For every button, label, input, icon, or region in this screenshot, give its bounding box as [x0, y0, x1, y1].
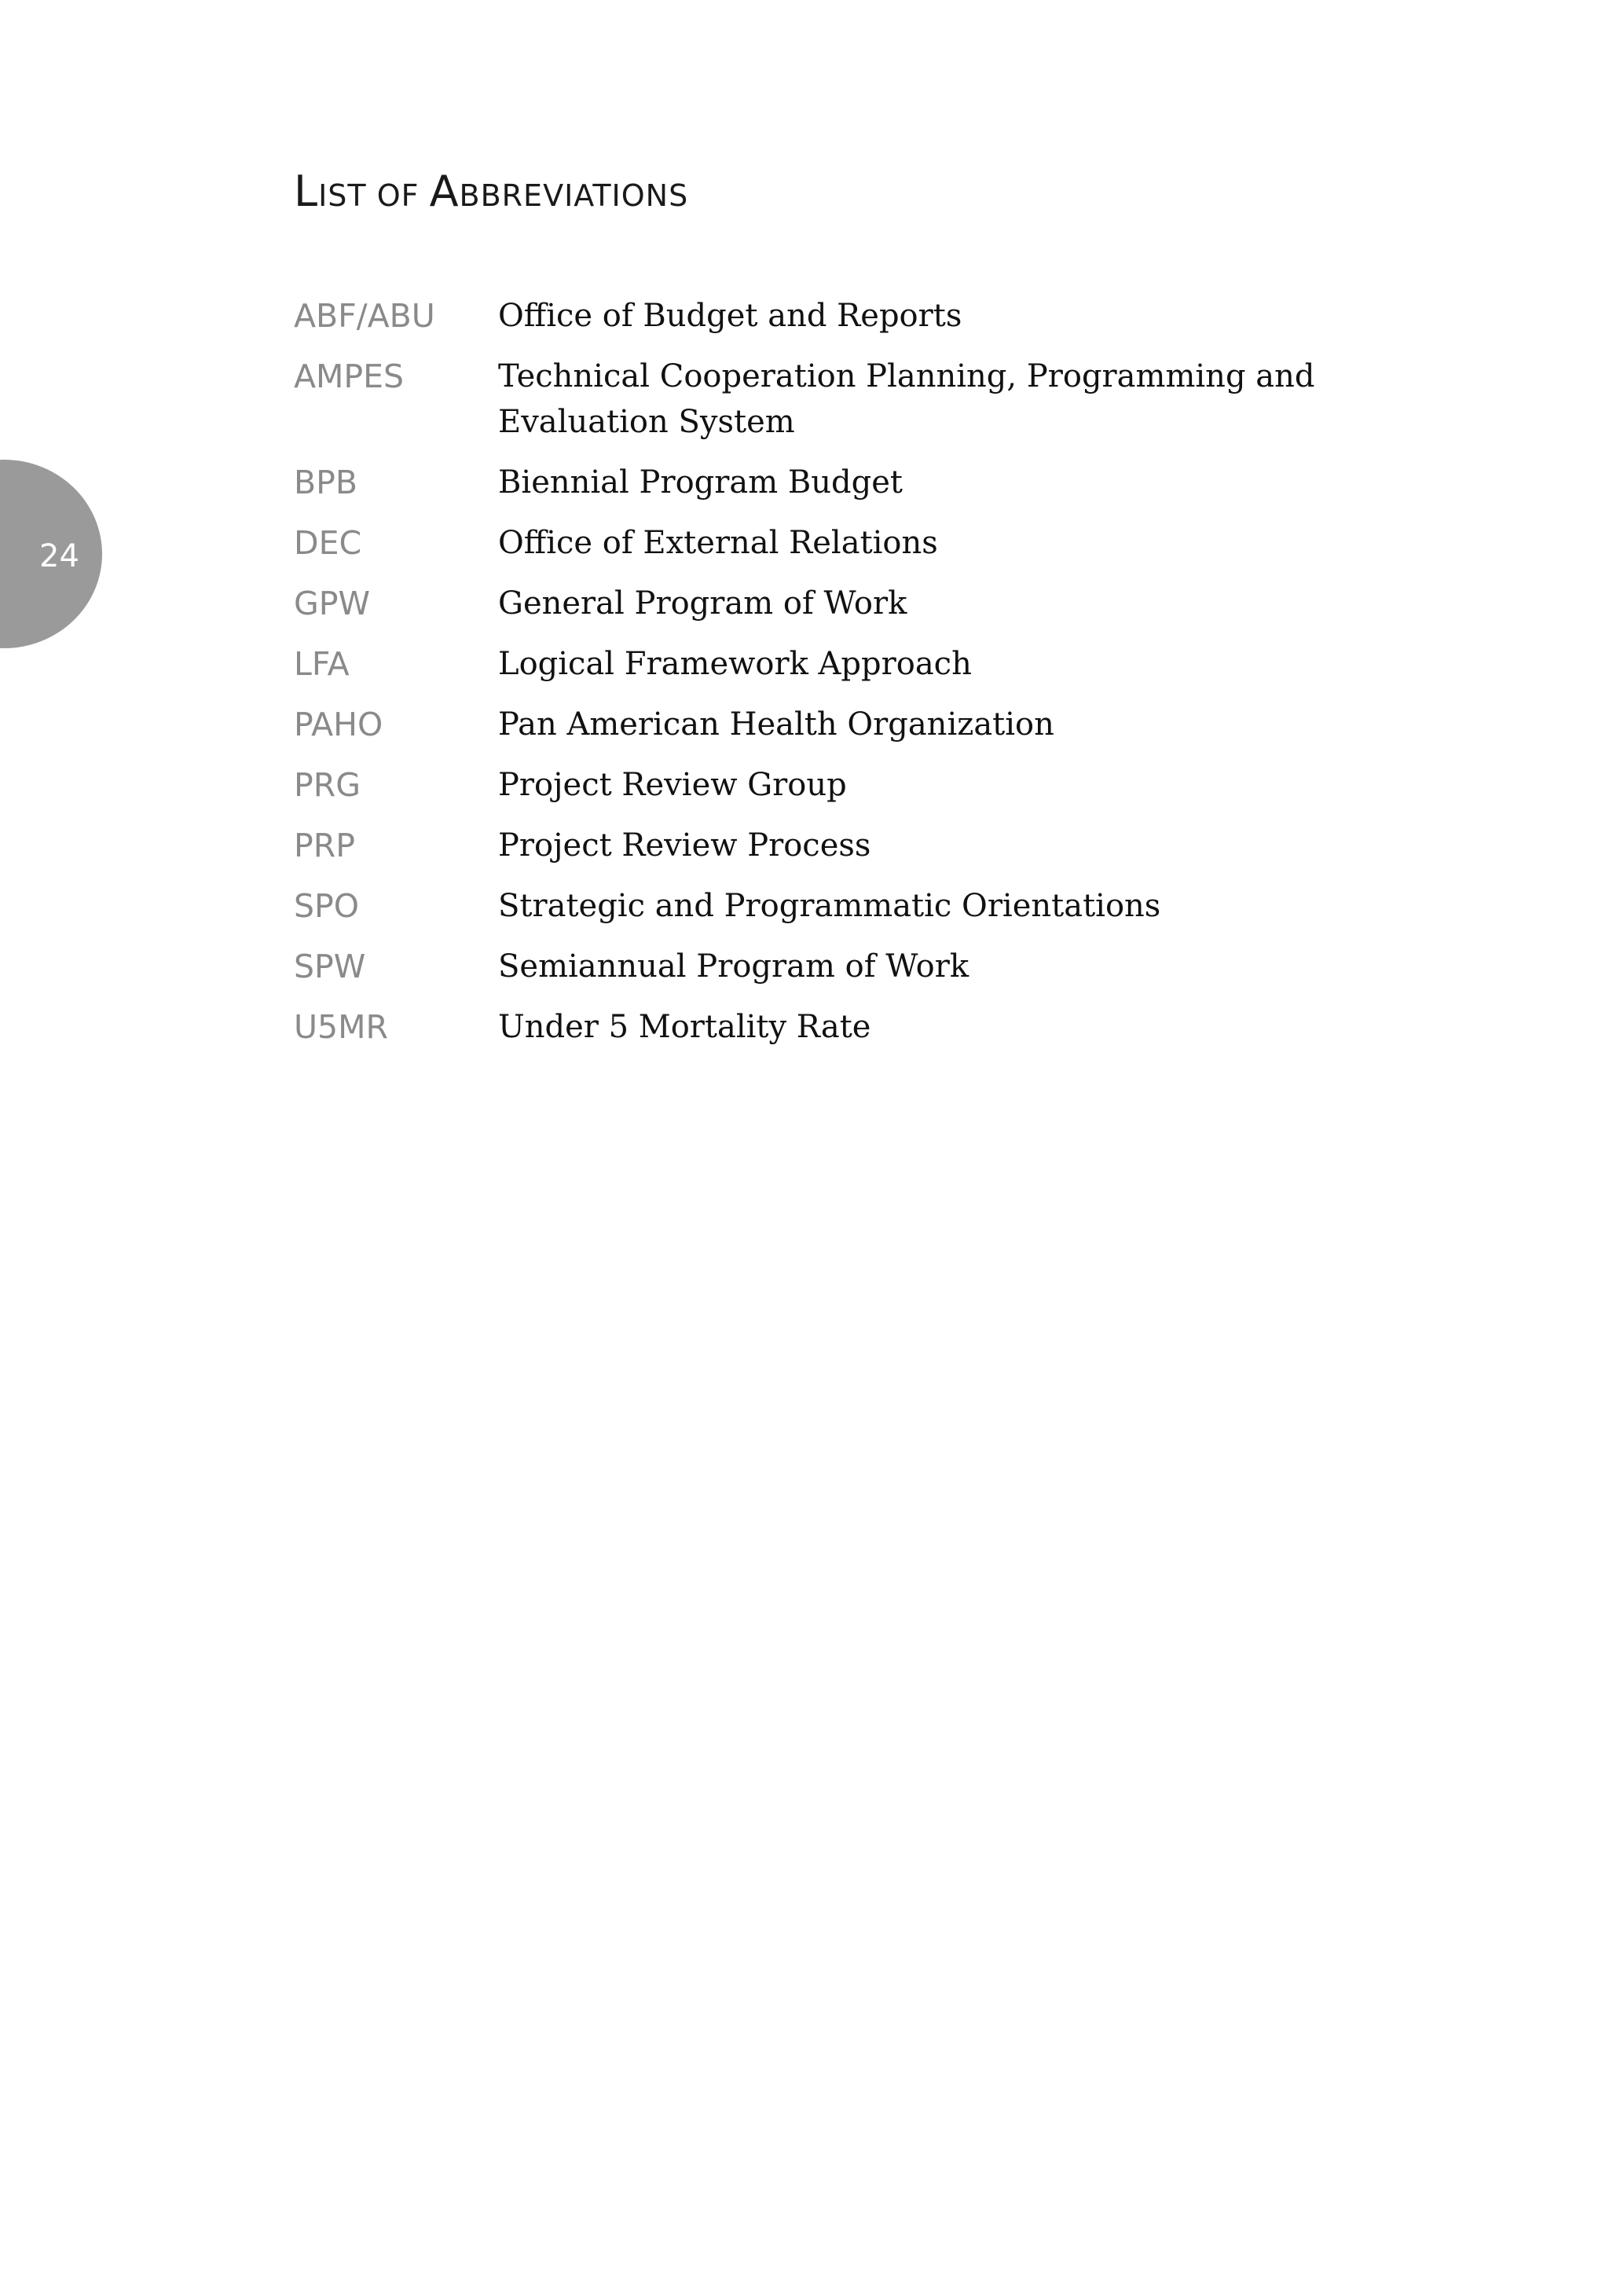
abbreviation-definition: Strategic and Programmatic Orientations — [498, 888, 1161, 924]
abbreviation-row — [294, 520, 1339, 566]
title-part-1: IST OF — [318, 178, 430, 213]
abbreviation-code: PRG — [294, 766, 361, 804]
abbreviation-definition: General Program of Work — [498, 585, 907, 622]
abbreviation-row — [294, 1004, 1339, 1050]
abbreviation-code: ABF/ABU — [294, 297, 435, 335]
abbreviation-definition: Logical Framework Approach — [498, 646, 972, 682]
abbreviation-row — [294, 823, 1339, 868]
abbreviation-definition: Project Review Process — [498, 827, 871, 864]
abbreviation-code: SPO — [294, 887, 360, 925]
abbreviation-row — [294, 762, 1339, 808]
abbreviation-row — [294, 702, 1339, 747]
page-number: 24 — [39, 538, 79, 574]
abbreviation-code: PRP — [294, 827, 355, 864]
abbreviation-code: LFA — [294, 645, 350, 683]
abbreviation-row — [294, 354, 1339, 445]
abbreviation-row — [294, 293, 1339, 339]
abbreviation-row — [294, 460, 1339, 505]
abbreviation-row — [294, 883, 1339, 929]
abbreviation-row — [294, 944, 1339, 989]
abbreviation-list — [294, 293, 1339, 1065]
abbreviation-code: GPW — [294, 585, 371, 622]
abbreviation-definition: Pan American Health Organization — [498, 706, 1054, 743]
abbreviation-definition: Office of Budget and Reports — [498, 298, 962, 334]
abbreviation-code: BPB — [294, 464, 357, 501]
title-part-2: BBREVIATIONS — [459, 178, 689, 213]
abbreviation-definition: Office of External Relations — [498, 525, 938, 561]
abbreviation-definition: Biennial Program Budget — [498, 464, 903, 501]
abbreviation-row — [294, 641, 1339, 687]
title-initial-2: A — [429, 167, 460, 216]
page-title — [294, 167, 688, 218]
abbreviation-code: PAHO — [294, 706, 383, 743]
title-initial-1: L — [294, 167, 319, 216]
abbreviation-code: AMPES — [294, 358, 405, 395]
abbreviation-row — [294, 581, 1339, 626]
abbreviation-definition: Under 5 Mortality Rate — [498, 1009, 871, 1045]
abbreviation-code: U5MR — [294, 1008, 388, 1046]
abbreviation-code: SPW — [294, 948, 366, 985]
abbreviation-definition: Technical Cooperation Planning, Programming and Evaluation System — [498, 358, 1315, 440]
abbreviation-definition: Project Review Group — [498, 767, 847, 803]
abbreviation-definition: Semiannual Program of Work — [498, 948, 969, 985]
abbreviation-code: DEC — [294, 524, 362, 562]
